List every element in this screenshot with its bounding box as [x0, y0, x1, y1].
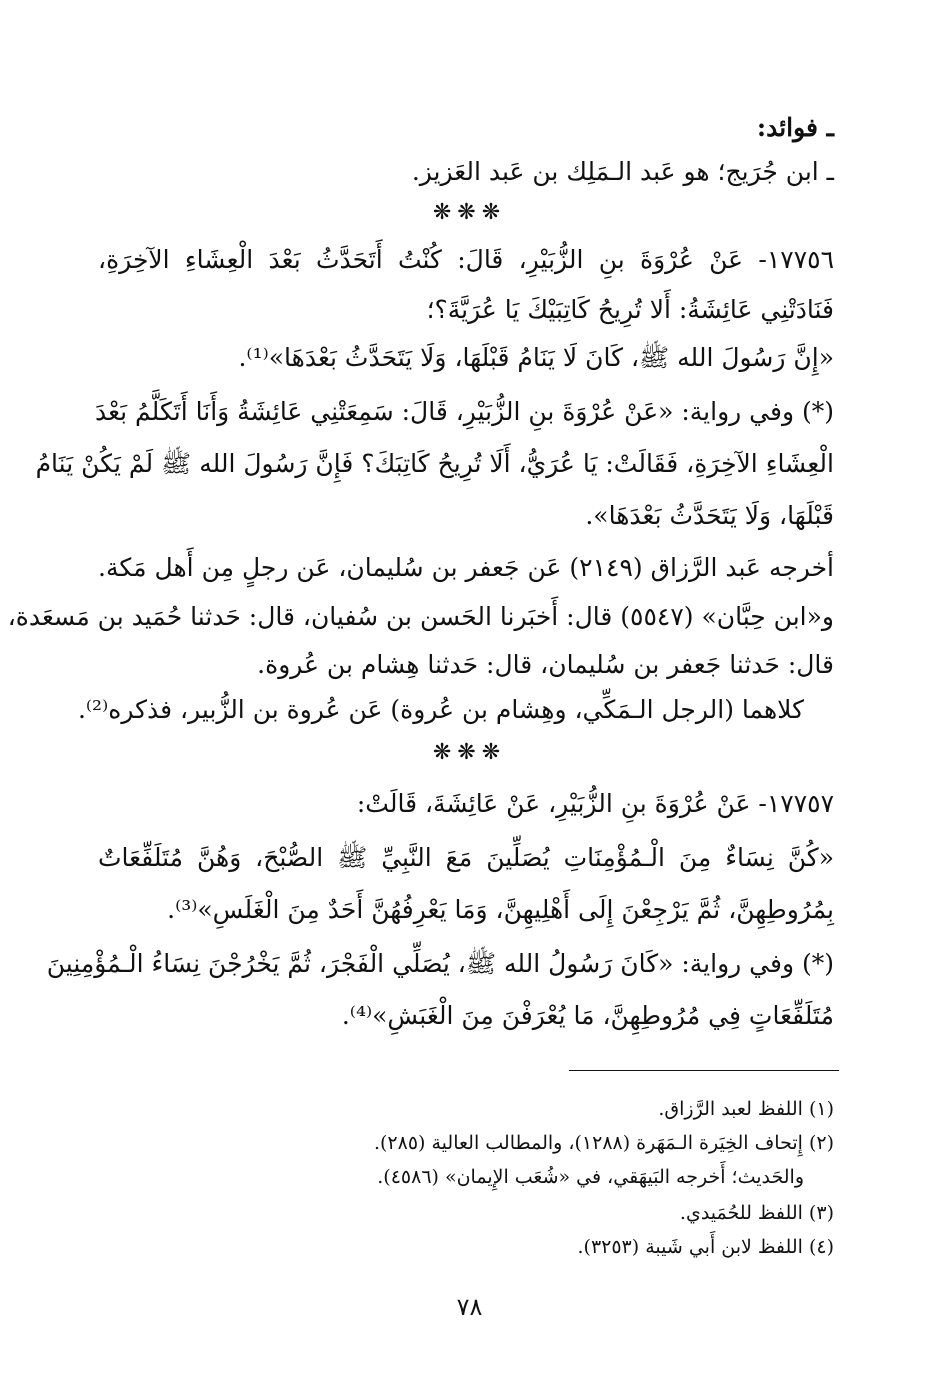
hadith-17757-line-1: ١٧٧٥٧- عَنْ عُرْوَةَ بنِ الزُّبَيْرِ، عَنْ عَائِشَةَ، قَالَتْ: — [356, 789, 834, 818]
footnote-1: (١) اللفظ لعبد الرَّزاق. — [658, 1098, 834, 1120]
hadith-17756-variant-line-3: قَبْلَهَا، وَلَا يَتَحَدَّثُ بَعْدَهَا». — [585, 501, 834, 530]
benefits-heading: ـ فوائد: — [756, 113, 834, 142]
footnote-4: (٤) اللفظ لابن أَبي شَيبة (٣٢٥٣). — [577, 1236, 834, 1258]
hadith-17756-variant-line-2: الْعِشَاءِ الآخِرَةِ، فَقَالَتْ: يَا عُرَيُّ، أَلَا تُرِيحُ كَاتِبَكَ؟ فَإِنَّ رَسُولَ الله ﷺ لَمْ يَكُنْ يَنَامُ — [35, 449, 834, 478]
takhrij-summary: كلاهما (الرجل الـمَكِّي، وهِشام بن عُروة) عَن عُروة بن الزُّبير، فذكره⁽²⁾. — [77, 695, 804, 724]
takhrij-line-1: أخرجه عَبد الرَّزاق (٢١٤٩) عَن جَعفر بن سُليمان، عَن رجلٍ مِن أَهل مَكة. — [98, 553, 834, 582]
hadith-17756-line-3: «إِنَّ رَسُولَ الله ﷺ، كَانَ لَا يَنَامُ قَبْلَهَا، وَلَا يَتَحَدَّثُ بَعْدَهَا»⁽¹⁾. — [238, 343, 834, 372]
hadith-17757-variant-line-1: (*) وفي رواية: «كَانَ رَسُولُ الله ﷺ، يُصَلِّي الْفَجْرَ، ثُمَّ يَخْرُجْنَ نِسَاءُ الْـمُؤْمِنِينَ — [46, 949, 834, 978]
footnote-2: (٢) إِتحاف الخِيَرة الـمَهَرة (١٢٨٨)، والمطالب العالية (٢٨٥). — [373, 1132, 834, 1154]
note-ibn-jurayj: ـ ابن جُرَيج؛ هو عَبد الـمَلِك بن عَبد العَزيز. — [411, 157, 834, 186]
hadith-17757-line-2: «كُنَّ نِسَاءٌ مِنَ الْـمُؤْمِنَاتِ يُصَلِّينَ مَعَ النَّبِيِّ ﷺ الصُّبْحَ، وَهُنَّ مُتَلَفِّعَاتٌ — [98, 843, 834, 872]
takhrij-line-3: قال: حَدثنا جَعفر بن سُليمان، قال: حَدثنا هِشام بن عُروة. — [257, 650, 834, 679]
hadith-17757-variant-line-2: مُتَلَفِّعَاتٍ فِي مُرُوطِهِنَّ، مَا يُعْرَفْنَ مِنَ الْغَبَشِ»⁽⁴⁾. — [341, 1001, 834, 1030]
hadith-17756-line-2: فَنَادَتْنِي عَائِشَةُ: أَلا تُرِيحُ كَاتِبَيْكَ يَا عُرَيَّةَ؟؛ — [426, 295, 834, 324]
footnote-separator — [569, 1070, 839, 1071]
hadith-17757-line-3: بِمُرُوطِهِنَّ، ثُمَّ يَرْجِعْنَ إِلَى أَهْلِيهِنَّ، وَمَا يَعْرِفُهُنَّ أَحَدٌ مِنَ الْغَلَسِ»⁽³⁾. — [167, 895, 834, 924]
footnote-2-continuation: والحَديث؛ أَخرجه البَيهَقي، في «شُعَب الإِيمان» (٤٥٨٦). — [377, 1166, 804, 1188]
hadith-17756-line-1: ١٧٧٥٦- عَنْ عُرْوَةَ بنِ الزُّبَيْرِ، قَالَ: كُنْتُ أَتَحَدَّثُ بَعْدَ الْعِشَاءِ الآخِرَةِ، — [98, 245, 834, 274]
takhrij-line-2: و«ابن حِبَّان» (٥٥٤٧) قال: أَخبَرنا الحَسن بن سُفيان، قال: حَدثنا حُمَيد بن مَسعَدة، — [7, 602, 834, 631]
footnote-3: (٣) اللفظ للحُمَيدي. — [679, 1202, 834, 1224]
section-separator-2: ❋❋❋ — [432, 740, 507, 765]
page-number: ٧٨ — [456, 1293, 483, 1321]
section-separator: ❋❋❋ — [432, 200, 507, 225]
hadith-17756-variant-line-1: (*) وفي رواية: «عَنْ عُرْوَةَ بنِ الزُّبَيْرِ، قَالَ: سَمِعَتْنِي عَائِشَةُ وَأَنَا أَتَكَلَّمُ بَعْدَ — [94, 397, 834, 426]
